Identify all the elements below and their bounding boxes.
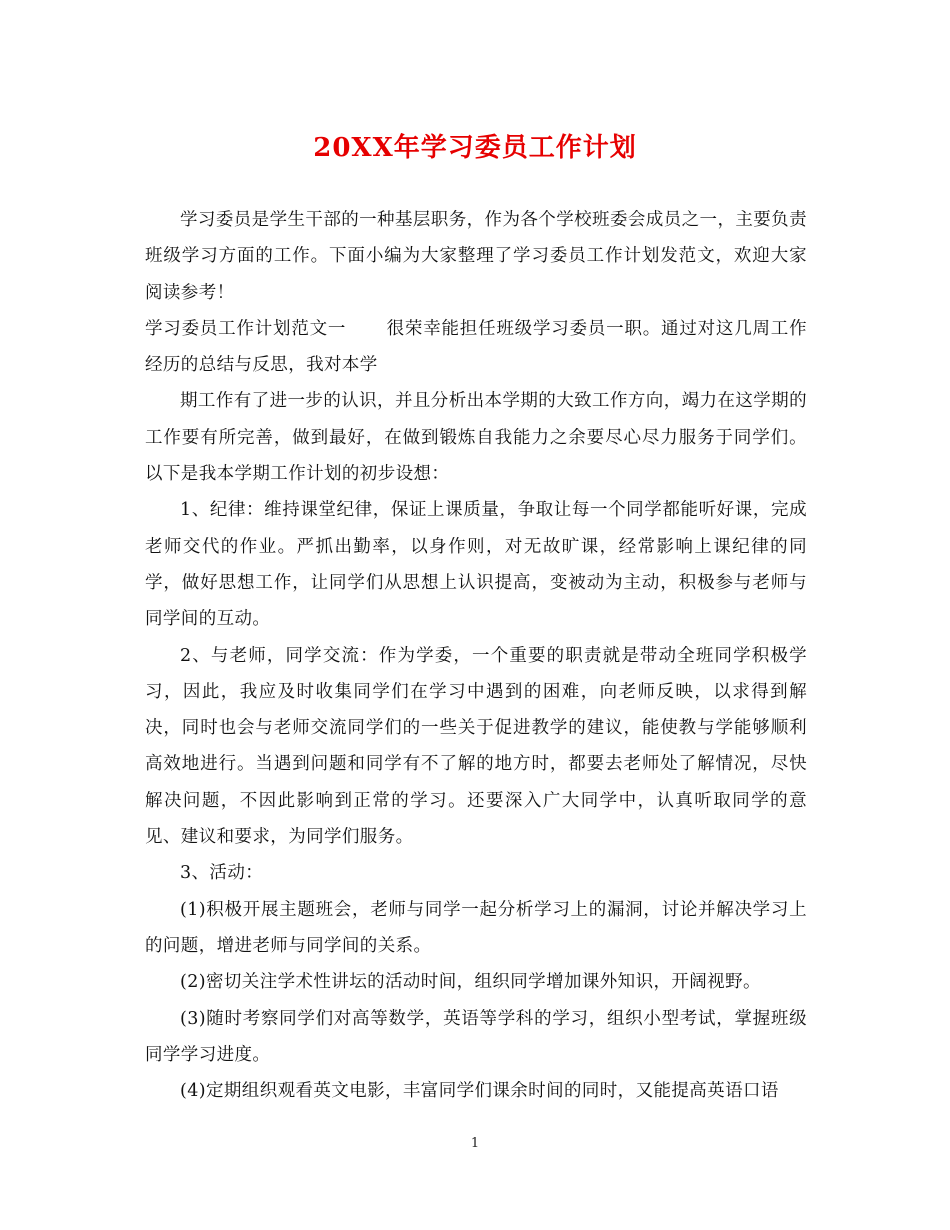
activities-heading: 3、活动：	[180, 863, 264, 884]
activity-item: (3)随时考察同学们对高等数学，英语等学科的学习，组织小型考试，掌握班级同学学习进度。	[145, 1008, 807, 1065]
communication-paragraph: 2、与老师，同学交流：作为学委，一个重要的职责就是带动全班同学积极学习，因此，我应及时收集同学们在学习中遇到的困难，向老师反映，以求得到解决，同时也会与老师交流同学们的一些关于促进教学的建议，能使教与学能够顺利高效地进行。当遇到问题和同学有不了解的地方时，都要去老师处了解情况，尽快解决问题，不因此影响到正常的学习。还要深入广大同学中，认真听取同学的意见、建议和要求，为同学们服务。	[145, 645, 807, 848]
body-paragraph: 期工作有了进一步的认识，并且分析出本学期的大致工作方向，竭力在这学期的工作要有所完善，做到最好，在做到锻炼自我能力之余要尽心尽力服务于同学们。以下是我本学期工作计划的初步设想：	[145, 391, 807, 485]
intro-paragraph: 学习委员是学生干部的一种基层职务，作为各个学校班委会成员之一，主要负责班级学习方面的工作。下面小编为大家整理了学习委员工作计划发范文，欢迎大家阅读参考！	[145, 210, 807, 303]
document-title: 20XX年学习委员工作计划	[313, 133, 637, 163]
activity-item: (2)密切关注学术性讲坛的活动时间，组织同学增加课外知识，开阔视野。	[180, 972, 761, 993]
sample-heading-paragraph	[145, 311, 807, 384]
document-body	[145, 202, 807, 1109]
activity-item: (4)定期组织观看英文电影，丰富同学们课余时间的同时，又能提高英语口语	[180, 1081, 779, 1102]
activity-item: (1)积极开展主题班会，老师与同学一起分析学习上的漏洞，讨论并解决学习上的问题，增进老师与同学间的关系。	[145, 899, 807, 956]
discipline-paragraph: 1、纪律：维持课堂纪律，保证上课质量，争取让每一个同学都能听好课，完成老师交代的作业。严抓出勤率，以身作则，对无故旷课，经常影响上课纪律的同学，做好思想工作，让同学们从思想上认识提高，变被动为主动，积极参与老师与同学间的互动。	[145, 500, 807, 630]
sample-heading: 学习委员工作计划范文一	[145, 318, 347, 339]
sample-opening: 很荣幸能担任班级学习委员一职。通过对这几周工作经历的总结与反思，我对本学	[145, 318, 807, 376]
page-number: 1	[470, 1136, 480, 1151]
